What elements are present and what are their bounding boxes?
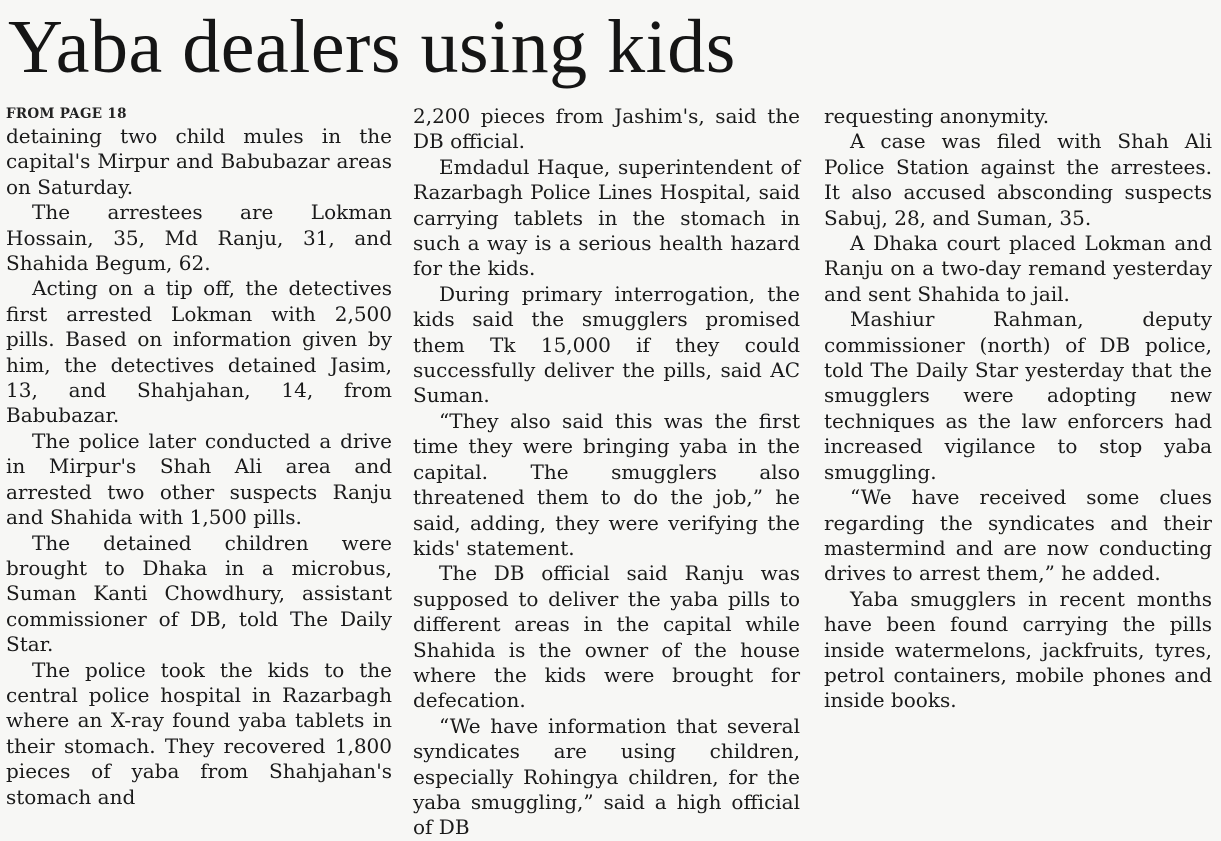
paragraph: The police took the kids to the central police hospital in Razarbagh where an X-ray found yaba tablets in their stomach. They recovered 1,800 pieces of yaba from Shahjahan's stomach and <box>6 657 392 809</box>
paragraph: The arrestees are Lokman Hossain, 35, Md Ranju, 31, and Shahida Begum, 62. <box>6 200 392 276</box>
article-column-1 <box>6 104 392 809</box>
paragraph: Mashiur Rahman, deputy commissioner (north) of DB police, told The Daily Star yesterday that the smugglers were adopting new techniques as the law enforcers had increased vigilance to stop yaba smuggling. <box>824 307 1212 484</box>
paragraph: requesting anonymity. <box>824 104 1050 128</box>
paragraph: A case was filed with Shah Ali Police Station against the arrestees. It also accused absconding suspects Sabuj, 28, and Suman, 35. <box>824 129 1212 230</box>
jump-line: FROM PAGE 18 <box>6 106 127 122</box>
paragraph: detaining two child mules in the capital's Mirpur and Babubazar areas on Saturday. <box>6 124 392 199</box>
paragraph: A Dhaka court placed Lokman and Ranju on a two-day remand yesterday and sent Shahida to jail. <box>824 231 1212 306</box>
paragraph: 2,200 pieces from Jashim's, said the DB official. <box>413 104 800 154</box>
paragraph: Yaba smugglers in recent months have been found carrying the pills inside watermelons, jackfruits, tyres, petrol containers, mobile phones and inside books. <box>824 586 1212 713</box>
paragraph: The police later conducted a drive in Mirpur's Shah Ali area and arrested two other suspects Ranju and Shahida with 1,500 pills. <box>6 428 392 530</box>
article-column-2 <box>413 104 800 840</box>
paragraph: “We have received some clues regarding the syndicates and their mastermind and are now conducting drives to arrest them,” he added. <box>824 485 1212 586</box>
paragraph: Emdadul Haque, superintendent of Razarbagh Police Lines Hospital, said carrying tablets in the stomach in such a way is a serious health hazard for the kids. <box>413 154 800 281</box>
paragraph: Acting on a tip off, the detectives first arrested Lokman with 2,500 pills. Based on information given by him, the detectives detained Jasim, 13, and Shahjahan, 14, from Babubazar. <box>6 276 392 428</box>
article-column-3 <box>824 104 1212 784</box>
paragraph: During primary interrogation, the kids said the smugglers promised them Tk 15,000 if they could successfully deliver the pills, said AC Suman. <box>413 281 800 408</box>
headline: Yaba dealers using kids <box>8 5 736 89</box>
paragraph: “They also said this was the first time they were bringing yaba in the capital. The smugglers also threatened them to do the job,” he said, adding, they were verifying the kids' statement. <box>413 408 800 560</box>
paragraph: “We have information that several syndicates are using children, especially Rohingya children, for the yaba smuggling,” said a high official of DB <box>413 713 800 840</box>
paragraph: The detained children were brought to Dhaka in a microbus, Suman Kanti Chowdhury, assistant commissioner of DB, told The Daily Star. <box>6 530 392 657</box>
paragraph: The DB official said Ranju was supposed to deliver the yaba pills to different areas in the capital while Shahida is the owner of the house where the kids were brought for defecation. <box>413 561 800 713</box>
